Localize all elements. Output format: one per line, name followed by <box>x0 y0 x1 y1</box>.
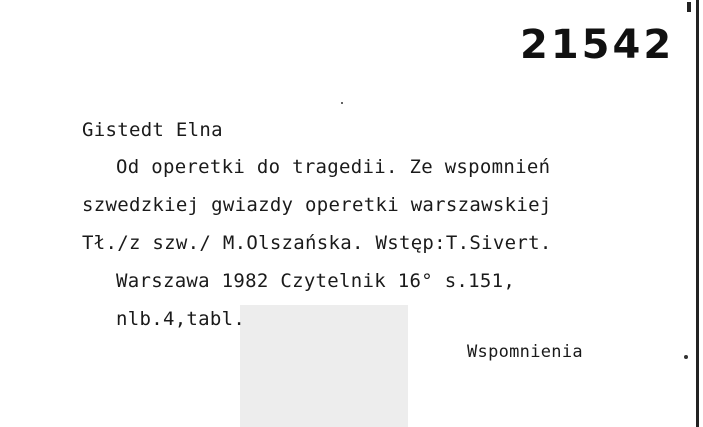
title-line-2: szwedzkiej gwiazdy operetki warszawskiej <box>82 194 552 216</box>
catalog-number: 21542 <box>520 22 675 68</box>
publication-line: Warszawa 1982 Czytelnik 16° s.151, <box>116 270 516 292</box>
ink-dot <box>684 355 688 359</box>
scan-shadow <box>240 305 408 427</box>
subject-heading: Wspomnienia <box>467 342 583 362</box>
title-line-1: Od operetki do tragedii. Ze wspomnień <box>116 156 551 178</box>
author-name: Gistedt Elna <box>82 119 223 141</box>
corner-mark <box>687 2 691 12</box>
pagination-line: nlb.4,tabl. <box>116 308 246 330</box>
card-edge <box>696 0 699 427</box>
ink-speck <box>341 102 343 104</box>
translation-line: Tł./z szw./ M.Olszańska. Wstęp:T.Sivert. <box>82 232 552 254</box>
